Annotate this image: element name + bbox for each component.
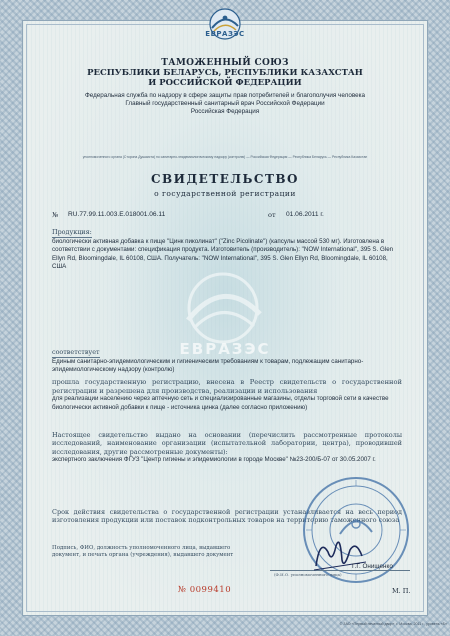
header-union: ТАМОЖЕННЫЙ СОЮЗ xyxy=(161,58,289,68)
registration-date-label: от xyxy=(268,211,276,219)
header-chief-doctor: Главный государственный санитарный врач Российской Федерации xyxy=(125,100,325,107)
issuing-authority-line: уполномоченного органа (Сторона Душаиста) по санитарно-эпидемиологическому надзору (контролю) — Российская Федерация — Республика Беларусь — Республика Казахстан xyxy=(82,155,368,159)
conformity-text: Единым санитарно-эпидемиологическим и гигиеническим требованиям к товарам, подлежащим санитарно-эпидемиологическому надзору (контролю) xyxy=(52,357,364,374)
registration-status-section xyxy=(52,378,402,412)
validity-text: Срок действия свидетельства о государственной регистрации устанавливается на весь период изготовления продукции или поставок подконтрольных товаров на территорию таможенного союза xyxy=(52,508,402,525)
watermark-label: ЕВРАЗЭС xyxy=(179,340,271,358)
registration-number-label: № xyxy=(52,211,59,219)
header-country: Российская Федерация xyxy=(190,108,260,115)
signature-caption: Подпись, ФИО, должность уполномоченного лица, выдавшего документ, и печать органа (учреждения), выдавшего документ xyxy=(52,545,234,559)
printer-footnote: © ЗАО «Первый печатный двор», г. Москва, 2011 г., уровень «Б» xyxy=(339,622,447,626)
basis-text: Настоящее свидетельство выдано на основании (перечислить рассмотренные протоколы исследований, наименование организации (испытательной лаборатории, центра), проводившей исследования, другие рассмотренные документы): xyxy=(52,431,402,456)
emblem-label: ЕВРАЗЭС xyxy=(205,30,245,38)
conformity-section xyxy=(52,348,402,375)
basis-section xyxy=(52,431,402,465)
product-label: Продукция: xyxy=(52,228,92,236)
registration-line xyxy=(52,208,402,220)
signer-name: Г.Г. Онищенко xyxy=(352,563,393,570)
stamp-place-label: М. П. xyxy=(392,587,411,595)
serial-number: № 0099410 xyxy=(178,585,232,595)
header-service: Федеральная служба по надзору в сфере защиты прав потребителей и благополучия человека xyxy=(84,92,366,99)
header-republics: РЕСПУБЛИКИ БЕЛАРУСЬ, РЕСПУБЛИКИ КАЗАХСТАН xyxy=(87,68,363,78)
basis-value: экспертного заключения ФГУЗ "Центр гигиены и эпидемиологии в городе Москве" №23-200/Б-07 от 30.05.2007 г. xyxy=(52,456,376,464)
certificate-title-main: СВИДЕТЕЛЬСТВО xyxy=(150,172,299,186)
registration-status-text: прошла государственную регистрацию, внесена в Реестр свидетельств о государственной регистрации и разрешена для производства, реализации и использования xyxy=(52,378,402,395)
document-header xyxy=(40,58,410,116)
header-federation: И РОССИЙСКОЙ ФЕДЕРАЦИИ xyxy=(148,78,302,88)
certificate-title xyxy=(40,172,410,198)
usage-text: для реализации населению через аптечную сеть и специализированные магазины, отделы торговой сети в качестве биологически активной добавки к пище - источника цинка (далее согласно приложению) xyxy=(52,395,389,411)
product-section xyxy=(52,228,402,272)
certificate-title-sub: о государственной регистрации xyxy=(154,189,296,198)
registration-date: 01.06.2011 г. xyxy=(286,211,324,218)
product-text: биологически активная добавка к пище "Цинк пиколинат" ("Zinc Picolinate") (капсулы массой 530 мг). Изготовлена в соответствии с документами: спецификация продукта. Изготовитель (производитель): "NOW International", 395 S. Glen Ellyn Rd, Bloomingdale, IL 60108, США. Получатель: "NOW International", 395 S. Glen Ellyn Rd, Bloomingdale, IL 60108, США xyxy=(52,237,394,271)
conformity-label: соответствует xyxy=(52,348,100,356)
signer-caption: (Ф.И.О. уполномоченного лица) xyxy=(274,572,342,577)
registration-number: RU.77.99.11.003.Е.018001.06.11 xyxy=(68,211,166,218)
